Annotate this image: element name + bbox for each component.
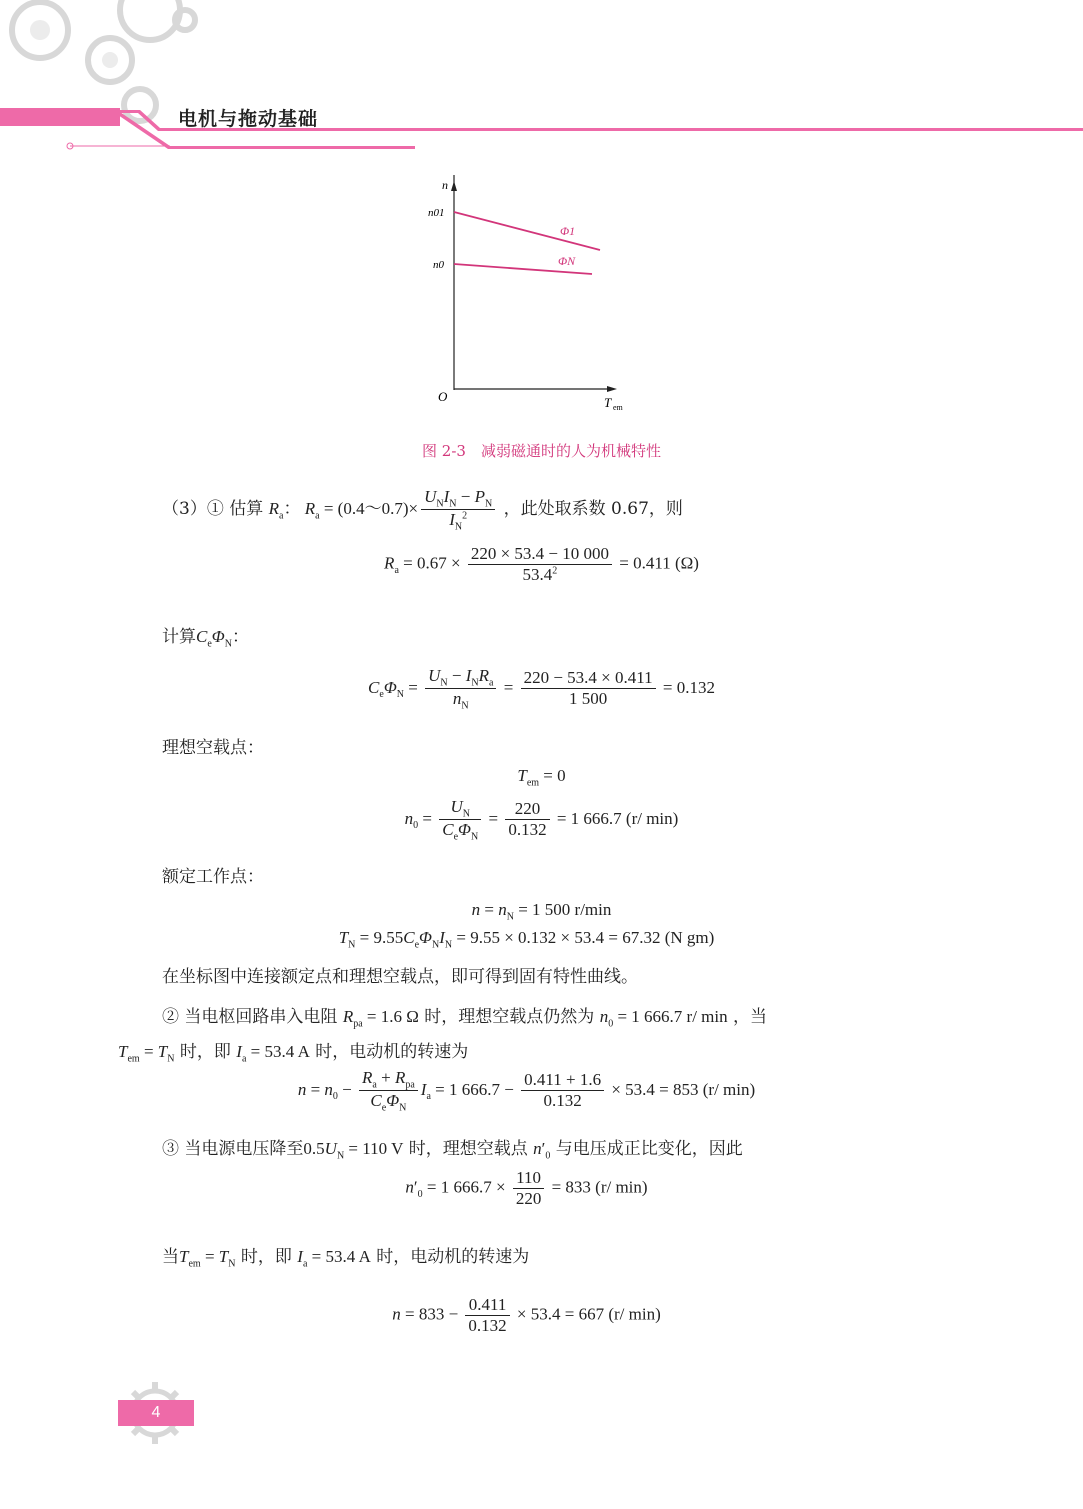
x-axis-arrow bbox=[607, 386, 617, 392]
calc-ce-line: 计算$C_e\Phi_N$： bbox=[162, 627, 249, 650]
tick-label-n0: n0 bbox=[433, 259, 444, 271]
ideal-point-label: 理想空载点： bbox=[162, 738, 264, 758]
item2-text-d: 时，即 bbox=[179, 1042, 231, 1062]
connect-text: 在坐标图中连接额定点和理想空载点，即可得到固有特性曲线。 bbox=[162, 967, 638, 987]
item3-suffix: ，此处取系数 0.67，则 bbox=[503, 498, 683, 519]
rated-point-label: 额定工作点： bbox=[162, 867, 264, 887]
ce-equation: $C_e\Phi_N$ = $\frac{U_N - I_NR_a}{n_N}$ = $\frac{220 - 53.4 \times 0.411}{1 500}$ = 0.132 bbox=[368, 666, 715, 712]
item3b-line: ③ 当电源电压降至$0.5U_N = 110$ V 时，理想空载点 $n'_0$ 与电压成正比变化，因此 bbox=[162, 1139, 743, 1162]
origin-label: O bbox=[438, 389, 448, 404]
ra-equation: $R_a = 0.67$ × $\frac{220 \times 53.4 - 10 000}{53.4^2}$ = 0.411 (Ω) bbox=[384, 544, 699, 584]
characteristic-figure bbox=[420, 175, 640, 415]
item2-line1: ② 当电枢回路串入电阻 $R_{pa} = 1.6$ Ω 时，理想空载点仍然为 $n_0 = 1$ 666.7 r/ min ，当 bbox=[162, 1007, 768, 1030]
item3b-text-c: 与电压成正比变化，因此 bbox=[555, 1139, 743, 1159]
item2-text-a: ② 当电枢回路串入电阻 bbox=[162, 1007, 338, 1027]
n0-prime-equation: $n'_0 = 1$ 666.7 × $\frac{110}{220}$ = 833 (r/ min) bbox=[405, 1168, 648, 1208]
figure-caption: 图 2-3 减弱磁通时的人为机械特性 bbox=[422, 442, 661, 460]
item2-text-b: 时，理想空载点仍然为 bbox=[424, 1007, 595, 1027]
item3b-text-b: 时，理想空载点 bbox=[408, 1139, 528, 1159]
x-axis-label: T bbox=[604, 395, 612, 410]
item3-line bbox=[162, 487, 683, 533]
item2-text-c: ，当 bbox=[733, 1007, 768, 1027]
y-axis-label: n bbox=[442, 178, 448, 192]
header-decoration bbox=[0, 0, 1083, 160]
ra-formula: $R_a$： $R_a$ = (0.4～0.7)× $\frac{U_NI_N - P_N}{I_N^2}$ bbox=[269, 499, 499, 518]
last-text-c: 时，电动机的转速为 bbox=[376, 1247, 530, 1267]
series-line-phi1 bbox=[454, 212, 600, 250]
series-label-phi1: Φ1 bbox=[560, 224, 576, 238]
rated-torque: $T_N = 9.55C_e\Phi_NI_N = 9.55 \times 0.132 \times 53.4 = 67.32$ (N gm) bbox=[338, 928, 715, 951]
item2-line2: $T_{em} = T_N$ 时，即 $I_a = 53.4$ A 时，电动机的转速为 bbox=[118, 1042, 469, 1065]
tem-zero: $T_{em} = 0$ bbox=[517, 766, 566, 789]
calc-ce-label: 计算 bbox=[162, 627, 196, 647]
speed-equation-rpa: $n = n_0$ − $\frac{R_a + R_{pa}}{C_e\Phi_N}$ $I_a = 1$ 666.7 − $\frac{0.411 + 1.6}{0.132}$ × 53.4 = 853 (r/ min) bbox=[297, 1068, 756, 1114]
series-label-phiN: ΦN bbox=[558, 254, 576, 268]
item3-prefix: （3）① 估算 bbox=[162, 498, 264, 519]
item2-text-e: 时，电动机的转速为 bbox=[315, 1042, 469, 1062]
last-text-a: 当 bbox=[162, 1247, 179, 1267]
item3b-text-a: ③ 当电源电压降至 bbox=[162, 1139, 304, 1159]
x-axis-label-sub: em bbox=[613, 403, 623, 412]
n0-equation: $n_0$ = $\frac{U_N}{C_e\Phi_N}$ = $\frac{220}{0.132}$ = 1 666.7 (r/ min) bbox=[404, 797, 679, 843]
tick-label-n01: n01 bbox=[428, 207, 445, 219]
page-number: 4 bbox=[118, 1400, 194, 1426]
last-text-b: 时，即 bbox=[240, 1247, 292, 1267]
last-line: 当$T_{em} = T_N$ 时，即 $I_a = 53.4$ A 时，电动机的转速为 bbox=[162, 1247, 530, 1270]
y-axis-arrow bbox=[451, 181, 457, 191]
book-title: 电机与拖动基础 bbox=[178, 108, 319, 130]
header-line bbox=[0, 110, 1083, 131]
speed-equation-final: n = 833 − $\frac{0.411}{0.132}$ × 53.4 = 667 (r/ min) bbox=[392, 1295, 661, 1335]
rated-speed: $n = n_N = 1$ 500 r/min bbox=[471, 900, 612, 923]
